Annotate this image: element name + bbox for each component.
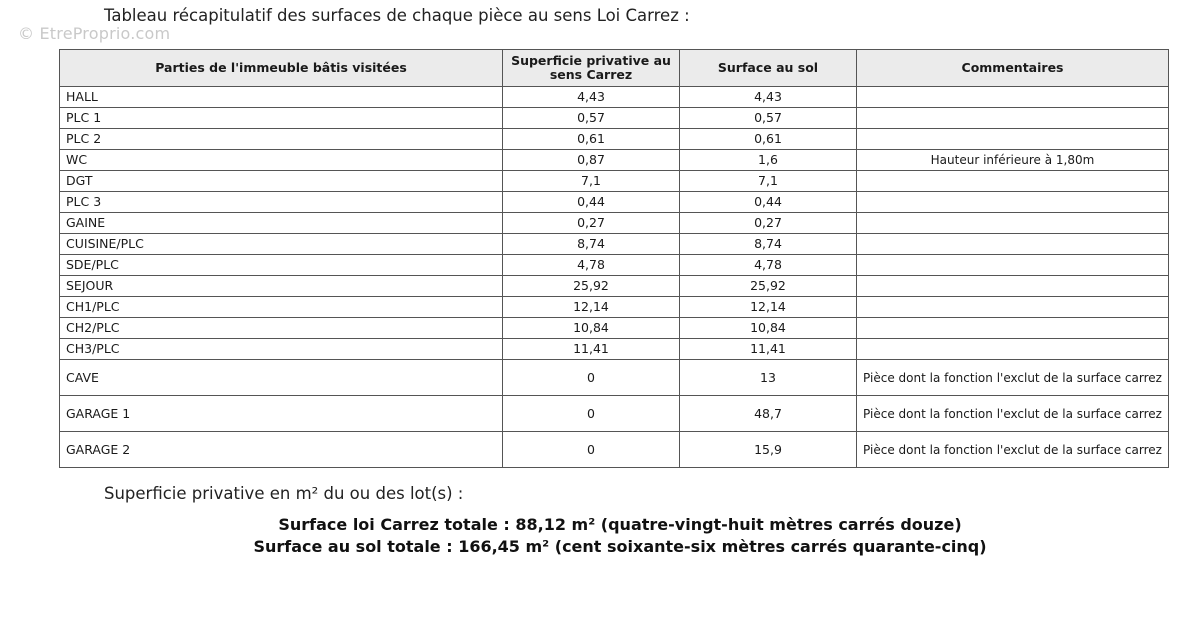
carrez-value: 0,44: [503, 192, 680, 213]
watermark: © EtreProprio.com: [18, 24, 171, 43]
header-floor-surface: Surface au sol: [680, 50, 857, 87]
comment: [857, 192, 1169, 213]
comment: Hauteur inférieure à 1,80m: [857, 150, 1169, 171]
room-name: CH2/PLC: [60, 318, 503, 339]
page-title: Tableau récapitulatif des surfaces de chaque pièce au sens Loi Carrez :: [104, 6, 690, 25]
total-floor-surface: Surface au sol totale : 166,45 m² (cent soixante-six mètres carrés quarante-cinq): [253, 537, 987, 556]
floor-value: 25,92: [680, 276, 857, 297]
room-name: DGT: [60, 171, 503, 192]
summary-label: Superficie privative en m² du ou des lot(s) :: [104, 484, 464, 503]
header-rooms: Parties de l'immeuble bâtis visitées: [60, 50, 503, 87]
room-name: GARAGE 2: [60, 432, 503, 468]
table-header-row: [60, 50, 1169, 87]
total-carrez: Surface loi Carrez totale : 88,12 m² (quatre-vingt-huit mètres carrés douze): [278, 515, 962, 534]
comment: [857, 339, 1169, 360]
table-row: [60, 150, 1169, 171]
carrez-value: 12,14: [503, 297, 680, 318]
comment: [857, 297, 1169, 318]
room-name: SEJOUR: [60, 276, 503, 297]
table-row: [60, 213, 1169, 234]
floor-value: 0,61: [680, 129, 857, 150]
comment: [857, 87, 1169, 108]
carrez-value: 8,74: [503, 234, 680, 255]
carrez-value: 11,41: [503, 339, 680, 360]
room-name: GAINE: [60, 213, 503, 234]
comment: [857, 234, 1169, 255]
comment: [857, 213, 1169, 234]
table-row: [60, 297, 1169, 318]
comment: [857, 129, 1169, 150]
room-name: HALL: [60, 87, 503, 108]
table-row: [60, 171, 1169, 192]
comment: [857, 108, 1169, 129]
carrez-value: 7,1: [503, 171, 680, 192]
table-row: [60, 129, 1169, 150]
table-row: [60, 318, 1169, 339]
comment: Pièce dont la fonction l'exclut de la surface carrez: [857, 396, 1169, 432]
table-row: [60, 255, 1169, 276]
room-name: CAVE: [60, 360, 503, 396]
comment: [857, 318, 1169, 339]
room-name: CH1/PLC: [60, 297, 503, 318]
comment: [857, 171, 1169, 192]
room-name: PLC 2: [60, 129, 503, 150]
table-row: [60, 396, 1169, 432]
comment: [857, 276, 1169, 297]
table-row: [60, 339, 1169, 360]
carrez-value: 0,27: [503, 213, 680, 234]
carrez-value: 0,87: [503, 150, 680, 171]
floor-value: 4,78: [680, 255, 857, 276]
room-name: WC: [60, 150, 503, 171]
carrez-value: 0: [503, 360, 680, 396]
floor-value: 0,44: [680, 192, 857, 213]
room-name: PLC 1: [60, 108, 503, 129]
floor-value: 7,1: [680, 171, 857, 192]
carrez-value: 4,78: [503, 255, 680, 276]
room-name: SDE/PLC: [60, 255, 503, 276]
carrez-value: 4,43: [503, 87, 680, 108]
carrez-value: 10,84: [503, 318, 680, 339]
floor-value: 11,41: [680, 339, 857, 360]
table-row: [60, 234, 1169, 255]
floor-value: 4,43: [680, 87, 857, 108]
comment: [857, 255, 1169, 276]
floor-value: 0,27: [680, 213, 857, 234]
header-comments: Commentaires: [857, 50, 1169, 87]
table-row: [60, 87, 1169, 108]
floor-value: 10,84: [680, 318, 857, 339]
carrez-value: 0: [503, 396, 680, 432]
floor-value: 0,57: [680, 108, 857, 129]
floor-value: 1,6: [680, 150, 857, 171]
header-carrez: Superficie privative au sens Carrez: [503, 50, 680, 87]
room-name: GARAGE 1: [60, 396, 503, 432]
table-row: [60, 360, 1169, 396]
comment: Pièce dont la fonction l'exclut de la surface carrez: [857, 432, 1169, 468]
table-row: [60, 276, 1169, 297]
floor-value: 48,7: [680, 396, 857, 432]
table-row: [60, 432, 1169, 468]
floor-value: 13: [680, 360, 857, 396]
carrez-value: 25,92: [503, 276, 680, 297]
room-name: CUISINE/PLC: [60, 234, 503, 255]
table-row: [60, 108, 1169, 129]
floor-value: 12,14: [680, 297, 857, 318]
comment: Pièce dont la fonction l'exclut de la surface carrez: [857, 360, 1169, 396]
surfaces-table: [59, 49, 1169, 468]
floor-value: 8,74: [680, 234, 857, 255]
room-name: PLC 3: [60, 192, 503, 213]
room-name: CH3/PLC: [60, 339, 503, 360]
carrez-value: 0,61: [503, 129, 680, 150]
carrez-value: 0,57: [503, 108, 680, 129]
floor-value: 15,9: [680, 432, 857, 468]
table-row: [60, 192, 1169, 213]
carrez-value: 0: [503, 432, 680, 468]
